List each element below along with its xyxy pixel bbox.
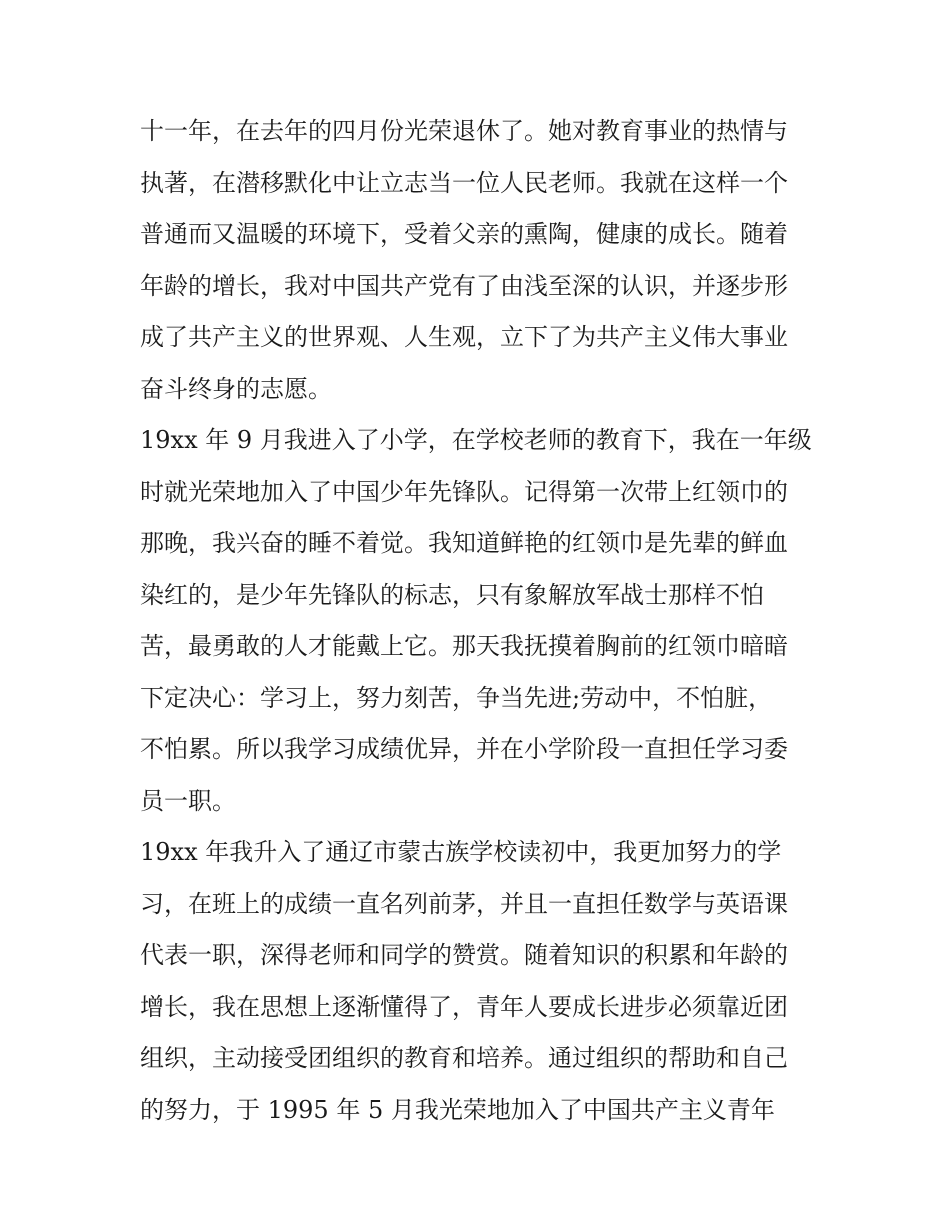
text-line: 不怕累。所以我学习成绩优异，并在小学阶段一直担任学习委 (140, 735, 788, 763)
text-line: 执著，在潜移默化中让立志当一位人民老师。我就在这样一个 (140, 168, 788, 197)
text-line: 19xx 年 9 月我进入了小学，在学校老师的教育下，我在一年级 (140, 426, 812, 454)
text-line: 下定决心：学习上，努力刻苦，争当先进;劳动中，不怕脏， (140, 683, 773, 712)
text-line: 习，在班上的成绩一直名列前茅，并且一直担任数学与英语课 (140, 889, 788, 918)
text-line: 组织，主动接受团组织的教育和培养。通过组织的帮助和自己 (140, 1044, 788, 1072)
text-line: 那晚，我兴奋的睡不着觉。我知道鲜艳的红领巾是先辈的鲜血 (140, 529, 788, 557)
text-line: 十一年，在去年的四月份光荣退休了。她对教育事业的热情与 (140, 117, 788, 145)
text-line: 苦，最勇敢的人才能戴上它。那天我抚摸着胸前的红领巾暗暗 (140, 632, 788, 660)
text-line: 员一职。 (140, 786, 236, 815)
text-line: 增长，我在思想上逐渐懂得了，青年人要成长进步必须靠近团 (140, 992, 788, 1021)
text-line: 成了共产主义的世界观、人生观，立下了为共产主义伟大事业 (140, 323, 788, 351)
text-line: 代表一职，深得老师和同学的赞赏。随着知识的积累和年龄的 (140, 941, 788, 969)
text-line: 时就光荣地加入了中国少年先锋队。记得第一次带上红领巾的 (140, 477, 788, 506)
text-line: 染红的，是少年先锋队的标志，只有象解放军战士那样不怕 (140, 580, 764, 609)
text-line: 普通而又温暖的环境下，受着父亲的熏陶，健康的成长。随着 (140, 220, 788, 248)
text-line: 奋斗终身的志愿。 (140, 374, 332, 403)
body-text (140, 106, 820, 1136)
text-line: 年龄的增长，我对中国共产党有了由浅至深的认识，并逐步形 (140, 271, 788, 300)
text-line: 的努力，于 1995 年 5 月我光荣地加入了中国共产主义青年 (140, 1095, 775, 1124)
text-line: 19xx 年我升入了通辽市蒙古族学校读初中，我更加努力的学 (140, 838, 782, 866)
